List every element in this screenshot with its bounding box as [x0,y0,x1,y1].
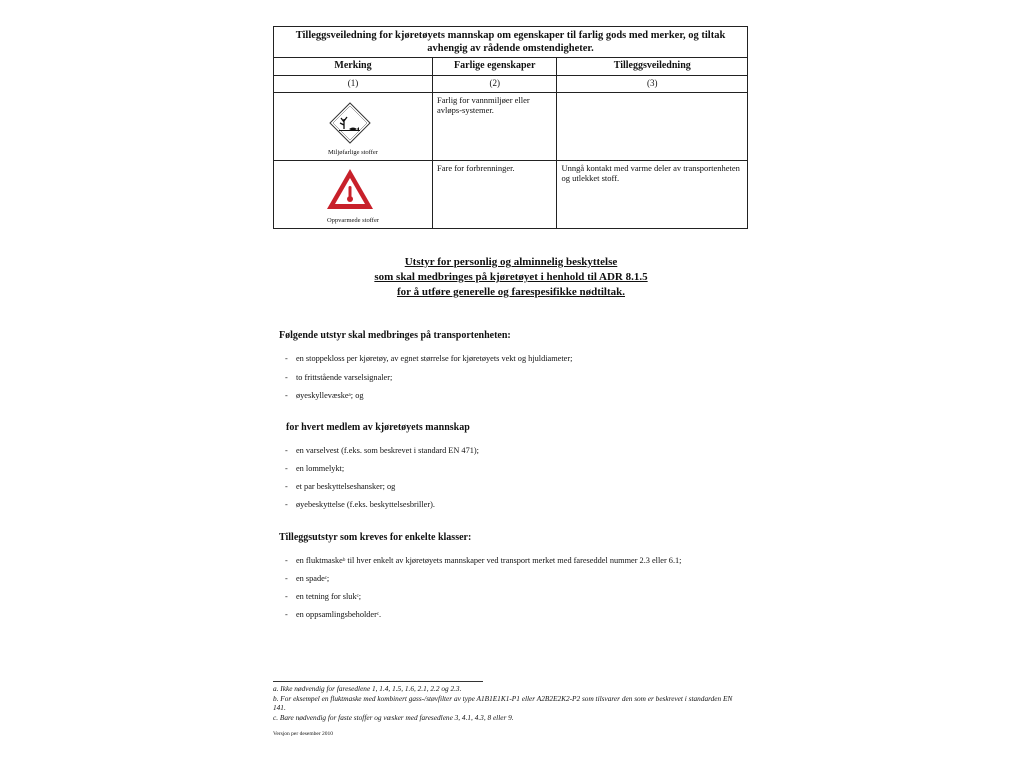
column-number-3: (3) [557,76,748,93]
heading-line-3: for å utføre generelle og farespesifikke nødtiltak. [396,286,626,298]
list-item: - to frittstående varselsignaler; [285,373,393,382]
heading-line-2: som skal medbringes på kjøretøyet i henhold til ADR 8.1.5 [374,271,648,283]
guidance-cell [557,93,748,161]
column-number-1: (1) [274,76,433,93]
list-item-text: en tetning for slukᶜ; [296,592,362,601]
column-header-marking: Merking [274,58,433,76]
table-title: Tilleggsveiledning for kjøretøyets mannskap om egenskaper til farlig gods med merker, og tiltak avhengig av rådende omstendigheter. [274,27,748,58]
environment-hazard-diamond-icon [328,101,372,145]
list-item: - en fluktmaskeᵇ til hver enkelt av kjøretøyets mannskaper ved transport merket med fareseddel nummer 2.3 eller 6.1; [285,556,682,565]
list-item-text: øyeskyllevæskeᵃ; og [296,391,364,400]
footnote-rule [273,681,483,682]
guidance-cell: Unngå kontakt med varme deler av transportenheten og utlekket stoff. [557,161,748,229]
hazard-table-container [273,26,749,229]
section-title-crew: for hvert medlem av kjøretøyets mannskap [286,422,470,433]
footnote-b: b. For eksempel en fluktmaske med kombinert gass-/støvfilter av type A1B1E1K1-P1 eller A2B2E2K2-P2 som tilsvarer den som er beskrevet i standarden EN 141. [273,694,733,712]
list-item-text: øyebeskyttelse (f.eks. beskyttelsesbriller). [296,500,435,509]
mark-label: Miljøfarlige stoffer [328,149,378,156]
table-row [274,93,748,161]
list-item-text: to frittstående varselsignaler; [296,373,393,382]
list-item: - en spadeᶜ; [285,574,330,583]
list-item: - en lommelykt; [285,464,345,473]
list-item-text: en spadeᶜ; [296,574,330,583]
footnote-a: a. Ikke nødvendig for faresedlene 1, 1.4, 1.5, 1.6, 2.1, 2.2 og 2.3. [273,684,462,693]
column-header-properties: Farlige egenskaper [433,58,557,76]
version-text: Versjon per desember 2010 [273,731,334,737]
list-item: - en tetning for slukᶜ; [285,592,362,601]
list-item-text: en lommelykt; [296,464,345,473]
footnote-c: c. Bare nødvendig for faste stoffer og væsker med faresedlene 3, 4.1, 4.3, 8 eller 9. [273,713,514,722]
elevated-temperature-triangle-icon [325,167,375,211]
column-number-2: (2) [433,76,557,93]
mark-cell [274,93,433,161]
mark-label: Oppvarmede stoffer [326,217,380,224]
section-title-transport-unit: Følgende utstyr skal medbringes på transportenheten: [279,330,511,341]
equipment-heading [273,255,749,300]
list-item-text: en oppsamlingsbeholderᶜ. [296,610,382,619]
list-item-text: et par beskyttelseshansker; og [296,482,396,491]
list-item-text: en fluktmaskeᵇ til hver enkelt av kjøretøyets mannskaper ved transport merket med fareseddel nummer 2.3 eller 6.1; [296,556,682,565]
properties-cell: Farlig for vannmiljøer eller avløps-systemer. [433,93,557,161]
list-item: - øyeskyllevæskeᵃ; og [285,391,364,400]
list-item: - øyebeskyttelse (f.eks. beskyttelsesbriller). [285,500,435,509]
column-header-guidance: Tilleggsveiledning [557,58,748,76]
heading-line-1: Utstyr for personlig og alminnelig beskyttelse [404,256,618,268]
list-item-text: en stoppekloss per kjøretøy, av egnet størrelse for kjøretøyets vekt og hjuldiameter; [296,354,573,363]
list-item: - et par beskyttelseshansker; og [285,482,396,491]
properties-cell: Fare for forbrenninger. [433,161,557,229]
list-item: - en oppsamlingsbeholderᶜ. [285,610,382,619]
mark-cell [274,161,433,229]
table-row [274,161,748,229]
hazard-table [273,26,748,229]
list-item-text: en varselvest (f.eks. som beskrevet i standard EN 471); [296,446,479,455]
section-title-additional: Tilleggsutstyr som kreves for enkelte klasser: [279,532,472,543]
list-item: - en stoppekloss per kjøretøy, av egnet størrelse for kjøretøyets vekt og hjuldiameter; [285,354,573,363]
list-item: - en varselvest (f.eks. som beskrevet i standard EN 471); [285,446,479,455]
